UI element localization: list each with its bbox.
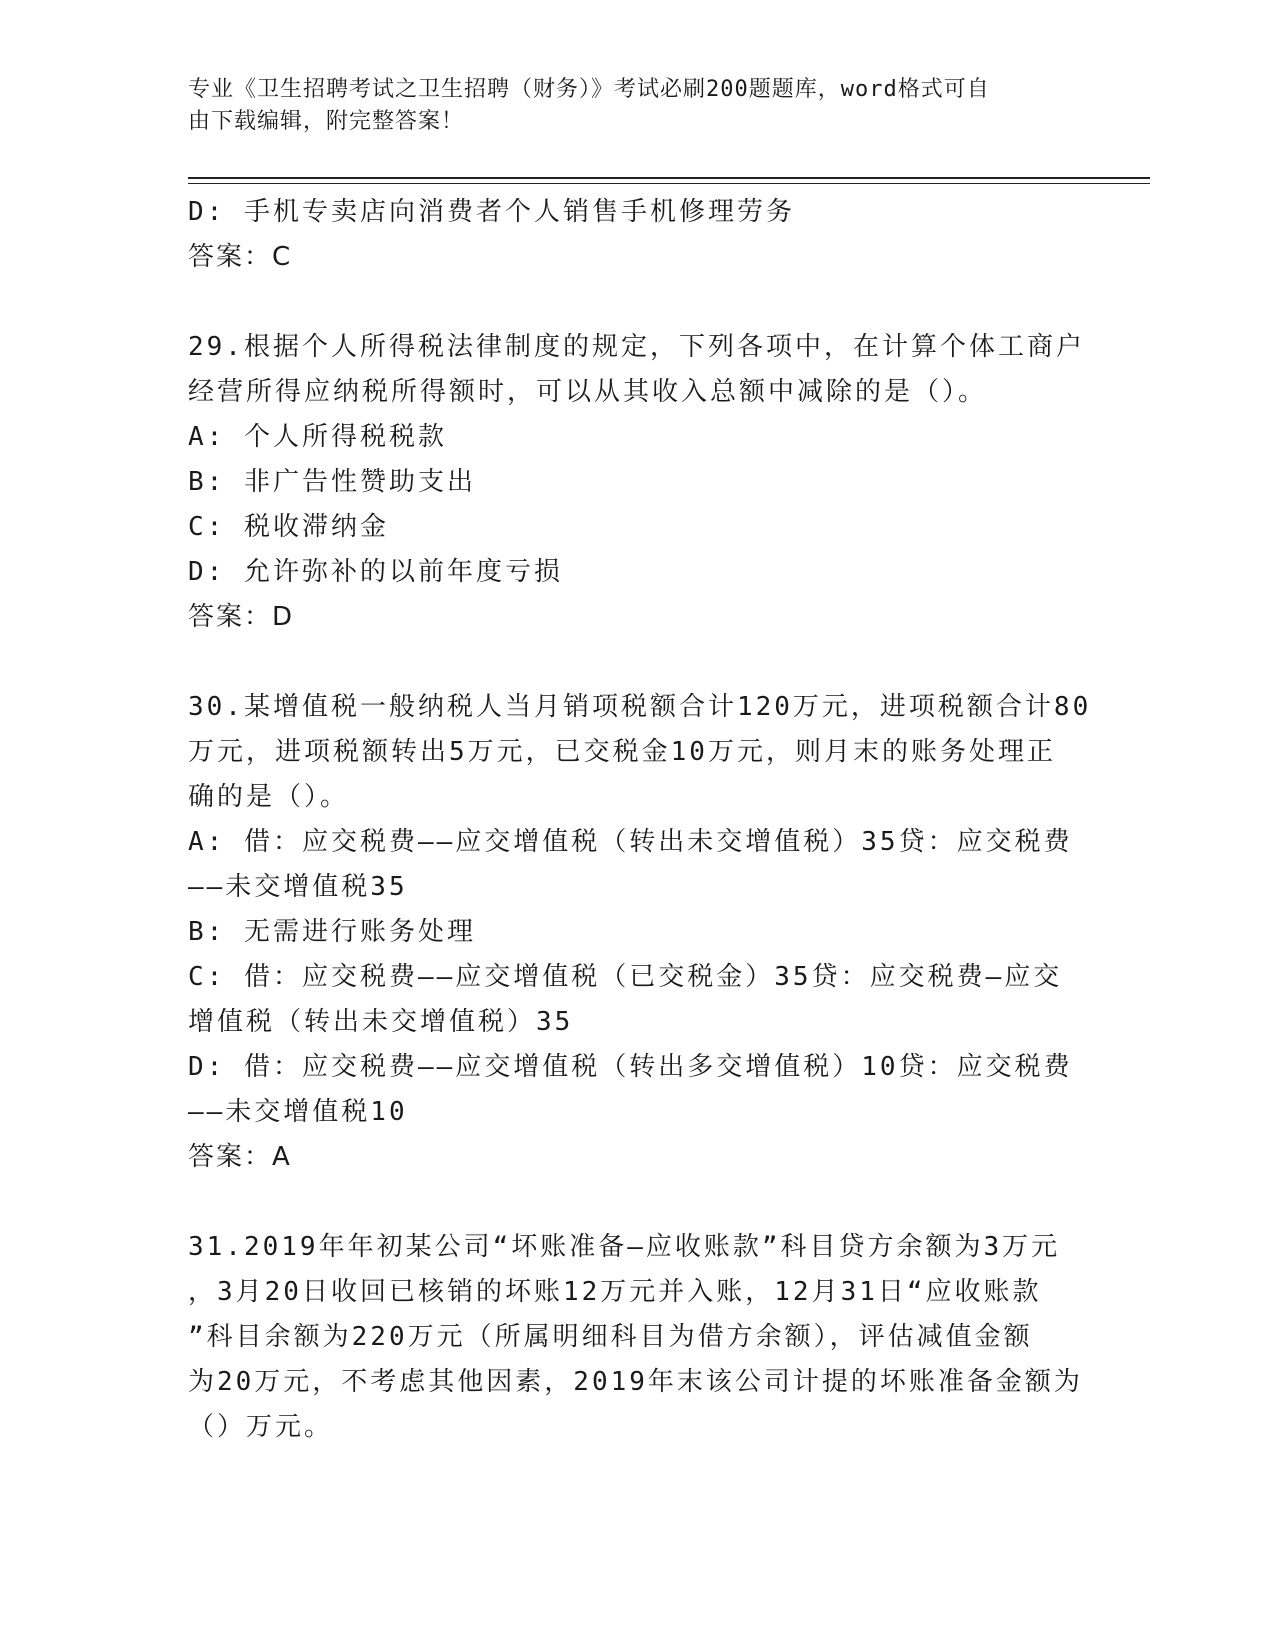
q29-stem-line-1: 29.根据个人所得税法律制度的规定，下列各项中，在计算个体工商户 (188, 332, 1085, 362)
spacer (188, 1180, 1088, 1225)
q30-stem-line-2: 万元，进项税额转出5万元，已交税金10万元，则月末的账务处理正 (188, 737, 1056, 767)
q31-stem-line-4: 为20万元，不考虑其他因素，2019年末该公司计提的坏账准备金额为 (188, 1367, 1083, 1397)
q29-option-d: D: 允许弥补的以前年度亏损 (188, 557, 563, 587)
header-line-2: 由下载编辑，附完整答案！ (188, 109, 465, 134)
q29-option-a: A: 个人所得税税款 (188, 422, 447, 452)
q30-option-c-line-1: C: 借：应交税费——应交增值税（已交税金）35贷：应交税费—应交 (188, 962, 1063, 992)
q31-stem-line-3: ”科目余额为220万元（所属明细科目为借方余额），评估减值金额 (188, 1322, 1033, 1352)
header-divider-thick (188, 177, 1150, 179)
spacer (188, 640, 1088, 685)
q30-stem-line-3: 确的是（）。 (188, 782, 350, 812)
header-line-1: 专业《卫生招聘考试之卫生招聘（财务）》考试必刷200题题库，word格式可自 (188, 77, 990, 102)
q29-option-c: C: 税收滞纳金 (188, 512, 389, 542)
q29-answer: 答案：D (188, 602, 295, 632)
q30-option-b: B: 无需进行账务处理 (188, 917, 476, 947)
q28-option-d: D: 手机专卖店向消费者个人销售手机修理劳务 (188, 197, 795, 227)
q30-option-d-line-2: ——未交增值税10 (188, 1097, 408, 1127)
q30-option-a-line-2: ——未交增值税35 (188, 872, 408, 902)
q30-option-d-line-1: D: 借：应交税费——应交增值税（转出多交增值税）10贷：应交税费 (188, 1052, 1073, 1082)
q30-option-a-line-1: A: 借：应交税费——应交增值税（转出未交增值税）35贷：应交税费 (188, 827, 1073, 857)
spacer (188, 280, 1088, 325)
document-header (188, 74, 1068, 138)
q31-stem-line-1: 31.2019年年初某公司“坏账准备—应收账款”科目贷方余额为3万元 (188, 1232, 1061, 1262)
q30-answer: 答案：A (188, 1142, 292, 1172)
question-content (188, 190, 1092, 1450)
header-divider-thin (188, 183, 1150, 184)
q28-answer: 答案：C (188, 242, 293, 272)
q31-stem-line-2: ，3月20日收回已核销的坏账12万元并入账，12月31日“应收账款 (188, 1277, 1042, 1307)
q30-stem-line-1: 30.某增值税一般纳税人当月销项税额合计120万元，进项税额合计80 (188, 692, 1092, 722)
q31-stem-line-5: （）万元。 (188, 1412, 334, 1442)
q29-stem-line-2: 经营所得应纳税所得额时，可以从其收入总额中减除的是（）。 (188, 377, 988, 407)
q29-option-b: B: 非广告性赞助支出 (188, 467, 476, 497)
q30-option-c-line-2: 增值税（转出未交增值税）35 (188, 1007, 574, 1037)
